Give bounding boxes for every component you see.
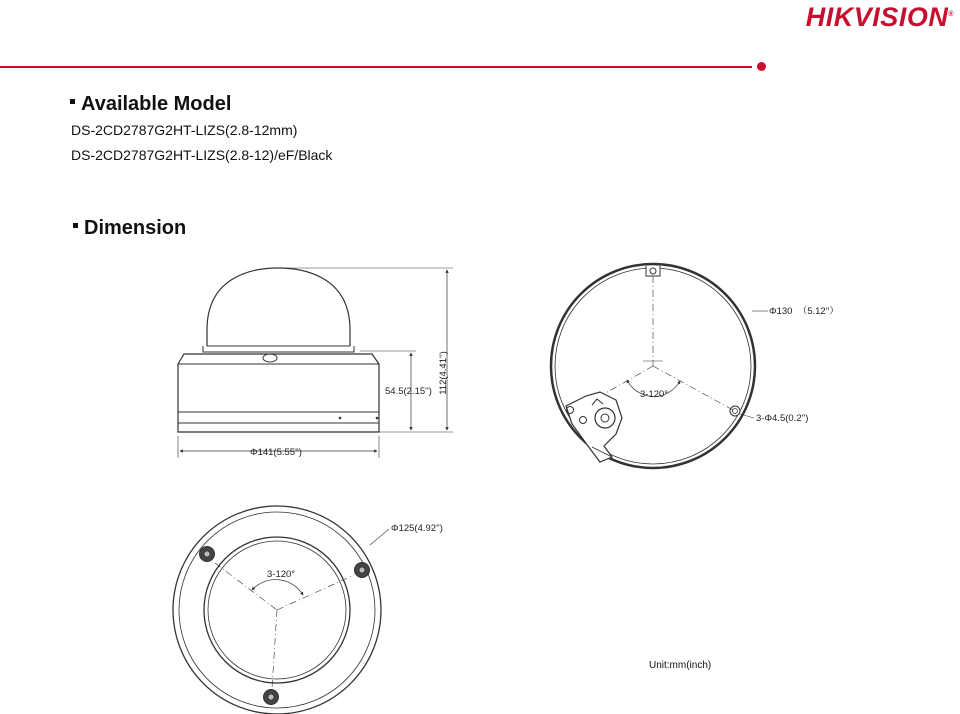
bottom-angle-label: 3-120° bbox=[267, 569, 296, 580]
mount-angle-label: 3-120° bbox=[640, 389, 669, 400]
logo-text-hik: HIK bbox=[805, 2, 854, 32]
side-height-total-label: 112(4.41'') bbox=[438, 351, 449, 395]
mount-holes-label: 3-Φ4.5(0.2'') bbox=[756, 413, 809, 424]
side-diameter-label: Φ141(5.55'') bbox=[250, 447, 302, 458]
screw-icon bbox=[264, 690, 279, 705]
model-item-2: DS-2CD2787G2HT-LIZS(2.8-12)/eF/Black bbox=[71, 147, 333, 163]
screw-icon bbox=[355, 563, 370, 578]
logo-text-vision: VISION bbox=[853, 2, 949, 32]
logo-trademark: ® bbox=[948, 11, 954, 18]
mount-plate-view bbox=[551, 264, 768, 468]
dimension-heading-text: Dimension bbox=[84, 217, 187, 239]
side-height-base-label: 54.5(2.15'') bbox=[385, 386, 432, 397]
bottom-diameter-label: Φ125(4.92'') bbox=[391, 523, 443, 534]
available-model-heading-text: Available Model bbox=[81, 93, 232, 115]
camera-bottom-view bbox=[173, 506, 389, 714]
model-item-1: DS-2CD2787G2HT-LIZS(2.8-12mm) bbox=[71, 122, 298, 138]
unit-note: Unit:mm(inch) bbox=[649, 660, 712, 671]
mount-diameter-label: Φ130 （5.12''） bbox=[769, 306, 839, 317]
camera-side-view bbox=[178, 268, 453, 458]
screw-icon bbox=[200, 547, 215, 562]
